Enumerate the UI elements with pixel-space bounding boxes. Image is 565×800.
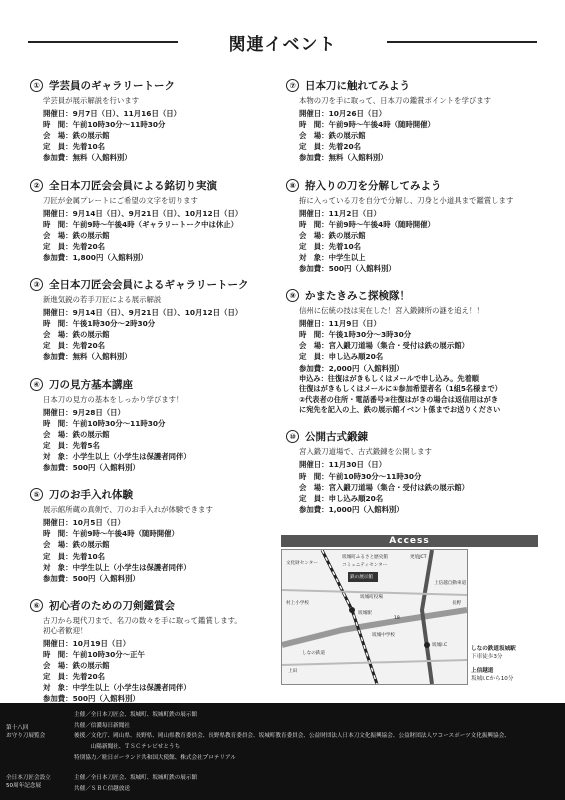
footer-credit: 共催／信濃毎日新聞社 [74,722,130,729]
event-description [43,616,280,636]
footer-credit: 山陽新聞社、ＴＳＣテレビせとうち [74,743,181,750]
detail-row: 時 間：午前9時～午後4時（随時開催） [299,120,435,130]
title-rule-right [387,41,537,43]
event-details [43,208,280,264]
event-number: ⑤ [30,488,43,501]
event-description [299,306,536,316]
events-column-left [30,78,280,719]
train-access: しなの鉄道坂城駅 [471,646,516,652]
event-card [286,178,536,275]
detail-row: 会 場：宮入鍛刀道場（集合・受付は鉄の展示館） [299,482,469,492]
detail-row: 会 場：鉄の展示館 [43,429,110,439]
detail-row: 時 間：午前10時30分～11時30分 [299,471,422,481]
detail-row: 開催日：9月14日（日）、9月21日（日）、10月12日（日） [43,208,243,218]
event-card [286,288,536,415]
map-label: 上信越自動車道 [434,581,467,586]
description-line: 日本刀の見方の基本をしっかり学びます！ [43,394,184,404]
map-label: 鉄の展示館 [350,575,373,580]
event-number: ③ [30,278,43,291]
detail-row: 参加費：1,000円（入館料別） [299,504,404,514]
footer-credit: 主催／全日本刀匠会、坂城町、坂城町鉄の展示館 [74,712,198,718]
detail-row: 会 場：鉄の展示館 [299,230,366,240]
event-card [30,377,280,474]
access-section [281,535,538,685]
detail-row: 時 間：午前10時30分～正午 [43,649,145,659]
detail-row: 時 間：午前9時～午後4時（随時開催） [299,219,435,229]
detail-row: 時 間：午後1時30分～2時30分 [43,319,156,329]
description-line: 宮入鍛刀道場で、古式鍛錬を公開します [299,447,432,457]
detail-row: 会 場：鉄の展示館 [43,230,110,240]
detail-row: 参加費：500円（入館料別） [43,463,140,473]
event-number: ④ [30,378,43,391]
detail-row: 参加費：2,000円（入館料別） [299,363,404,373]
detail-row: 定 員：先着10名 [299,241,362,251]
detail-row: 時 間：午前9時～午後4時（ギャラリートーク中は休止） [43,219,239,229]
map-label: 坂城I.C [432,643,448,648]
access-directions [471,645,541,683]
description-line: 拵に入っている刀を自分で分解し、刀身と小道具まで鑑賞します [299,195,514,205]
map-label: 坂城中学校 [372,633,395,638]
event-details [43,108,280,164]
detail-row: 開催日：10月19日（日） [43,638,131,648]
description-line: 学芸員が展示解説を行います [43,96,140,105]
detail-row: 定 員：先着20名 [43,341,106,351]
detail-row: 定 員：先着20名 [43,241,106,251]
event-header [30,487,280,502]
title-rule-left [28,41,178,43]
event-title: 刀の見方基本講座 [49,378,133,391]
footer-exhibition-2 [6,775,66,791]
map-label: 文化財センター [286,561,318,566]
map-label: 更埴JCT [410,555,427,560]
event-header [286,78,536,93]
event-title: 全日本刀匠会会員による銘切り実演 [49,179,217,192]
event-header [286,178,536,193]
event-description [43,395,280,405]
detail-row: 参加費：無料（入館料別） [299,153,388,163]
description-line: 初心者歓迎！ [43,625,88,635]
detail-row: 会 場：鉄の展示館 [43,330,110,340]
event-header [30,78,280,93]
map-label: 坂城町役場 [360,595,383,600]
detail-row: 開催日：9月7日（日）、11月16日（日） [43,108,182,118]
page-title-block [0,30,565,55]
event-details [299,208,536,275]
event-title: 日本刀に触れてみよう [305,80,410,92]
detail-row: 定 員：先着20名 [43,672,106,682]
detail-row: 会 場：鉄の展示館 [299,131,366,141]
detail-row: 定 員：先着20名 [299,142,362,152]
event-description [299,196,536,206]
map-label: 上田 [288,669,298,674]
description-line: 信州に伝統の技は実在した！宮入鍛錬所の謎を追え！！ [299,306,484,316]
application-note: ②代表者の住所・電話番号③往復はがきの場合は返信用はがき [299,394,499,404]
event-details [299,459,536,515]
event-header [30,377,280,392]
event-description [43,295,280,305]
footer-left-line: 50周年記念展 [6,782,42,789]
event-details [43,307,280,363]
detail-row: 定 員：申し込み順20名 [299,493,384,503]
event-number: ⑨ [286,289,299,302]
event-details [299,108,536,164]
detail-row: 開催日：10月26日（日） [299,108,387,118]
detail-row: 開催日：11月2日（日） [299,208,381,218]
event-header [30,277,280,292]
event-description [299,447,536,457]
detail-row: 参加費：500円（入館料別） [299,264,396,274]
map-label: しなの鉄道 [302,651,325,656]
map-label: 18 [394,616,400,621]
detail-row: 参加費：無料（入館料別） [43,352,132,362]
event-details [299,318,536,374]
detail-row: 定 員：先着5名 [43,440,100,450]
detail-row: 定 員：先着10名 [43,551,106,561]
event-details [43,407,280,474]
event-card [30,487,280,584]
application-note: 申込み：往復はがきもしくはメールで申し込み。先着順 [299,373,479,383]
event-description [43,196,280,206]
map-label: 長野 [452,601,462,606]
detail-row: 開催日：9月28日（日） [43,407,125,417]
event-description [43,505,280,515]
access-map [281,549,468,685]
footer-left-line: お守り刀展覧会 [6,732,46,739]
event-title: 公開古式鍛錬 [305,431,368,444]
detail-row: 会 場：鉄の展示館 [43,661,110,671]
detail-row: 時 間：午前10時30分～11時30分 [43,120,166,130]
event-number: ⑦ [286,79,299,92]
detail-row: 対 象：中学生以上（小学生は保護者同伴） [43,683,191,693]
detail-row: 参加費：無料（入館料別） [43,153,132,163]
event-number: ② [30,179,43,192]
detail-row: 時 間：午後1時30分～3時30分 [299,330,412,340]
event-title: かまたきみこ探検隊！ [305,290,410,303]
event-card [286,429,536,515]
car-time: 坂城I.Cから10分 [471,676,514,683]
footer-credit: 主催／全日本刀匠会、坂城町、坂城町鉄の展示館 [74,775,198,782]
event-card [30,78,280,164]
detail-row: 対 象：小学生以上（小学生は保護者同伴） [43,452,191,462]
detail-row: 対 象：中学生以上 [299,252,366,262]
footer-credit: 共催／ＳＢＣ信越放送 [74,785,130,792]
access-heading: Access [281,535,538,547]
event-description [43,96,280,106]
event-header [286,288,536,303]
event-header [30,598,280,613]
detail-row: 参加費：500円（入館料別） [43,694,140,704]
event-title: 拵入りの刀を分解してみよう [305,179,442,192]
description-line: 古刀から現代刀まで、名刀の数々を手に取って鑑賞します。 [43,615,242,625]
map-graphic [282,550,467,684]
footer-left-line: 第十八回 [6,725,29,731]
description-line: 新進気鋭の若手刀匠による展示解説 [43,295,162,305]
event-header [286,429,536,444]
event-title: 学芸員のギャラリートーク [49,80,175,92]
footer-credit: 後援／文化庁、岡山県、長野県、岡山県教育委員会、長野県教育委員会、坂城町教育委員会、公益財団法人日本刀文化振興協会、公益財団法人ワコースポーツ文化振興協会、 [74,733,510,740]
event-number: ⑥ [30,599,43,612]
application-note: に宛先を記入の上、鉄の展示館イベント係までお送りください [299,405,501,415]
map-label: 坂城町ふるさと歴史館 [342,555,388,560]
footer-exhibition-1 [6,725,66,741]
footer [0,703,565,800]
map-label: コミュニティセンター [342,563,388,568]
event-number: ⑧ [286,179,299,192]
detail-row: 時 間：午前10時30分～11時30分 [43,418,166,428]
page-title: 関連イベント [228,35,337,55]
detail-row: 定 員：先着10名 [43,142,106,152]
train-walk: 下車徒歩3分 [471,654,503,661]
detail-row: 参加費：1,800円（入館料別） [43,252,148,262]
detail-row: 開催日：11月30日（日） [299,460,387,470]
detail-row: 開催日：11月9日（日） [299,319,381,329]
detail-row: 参加費：500円（入館料別） [43,573,140,583]
footer-credit: 特別協力／駐日ポーランド共和国大使館、株式会社プロテリアル [74,754,236,761]
events-column-right [286,78,536,529]
detail-row: 開催日：10月5日（日） [43,518,125,528]
detail-row: 会 場：鉄の展示館 [43,131,110,141]
detail-row: 対 象：中学生以上（小学生は保護者同伴） [43,562,191,572]
detail-row: 時 間：午前9時～午後4時（随時開催） [43,529,179,539]
event-card [30,277,280,363]
description-line: 本物の刀を手に取って、日本刀の鑑賞ポイントを学びます [299,96,492,105]
footer-left-line: 全日本刀匠会設立 [6,775,51,781]
event-details [43,638,280,705]
event-title: 全日本刀匠会会員によるギャラリートーク [49,279,249,292]
event-card [30,598,280,705]
event-title: 刀のお手入れ体験 [49,489,133,502]
footer-credits [74,710,554,794]
event-card [286,78,536,164]
event-number: ① [30,79,43,92]
description-line: 刀匠が金属プレートにご希望の文字を切ります [43,195,198,205]
application-note: 往復はがきもしくはメールに①参加希望者名（1組5名様まで） [299,384,502,394]
event-title: 初心者のための刀剣鑑賞会 [49,599,175,612]
event-header [30,178,280,193]
detail-row: 会 場：鉄の展示館 [43,540,110,550]
detail-row: 会 場：宮入鍛刀道場（集合・受付は鉄の展示館） [299,341,469,351]
event-details [43,517,280,584]
event-card [30,178,280,264]
car-access: 上信越道 [471,668,494,675]
detail-row: 開催日：9月14日（日）、9月21日（日）、10月12日（日） [43,308,243,318]
map-label: 村上小学校 [286,601,309,606]
detail-row: 定 員：申し込み順20名 [299,352,384,362]
description-line: 展示館所蔵の真剣で、刀のお手入れが体験できます [43,505,213,515]
event-description [299,96,536,106]
event-number: ⑩ [286,430,299,443]
map-label: 坂城駅 [358,611,372,616]
